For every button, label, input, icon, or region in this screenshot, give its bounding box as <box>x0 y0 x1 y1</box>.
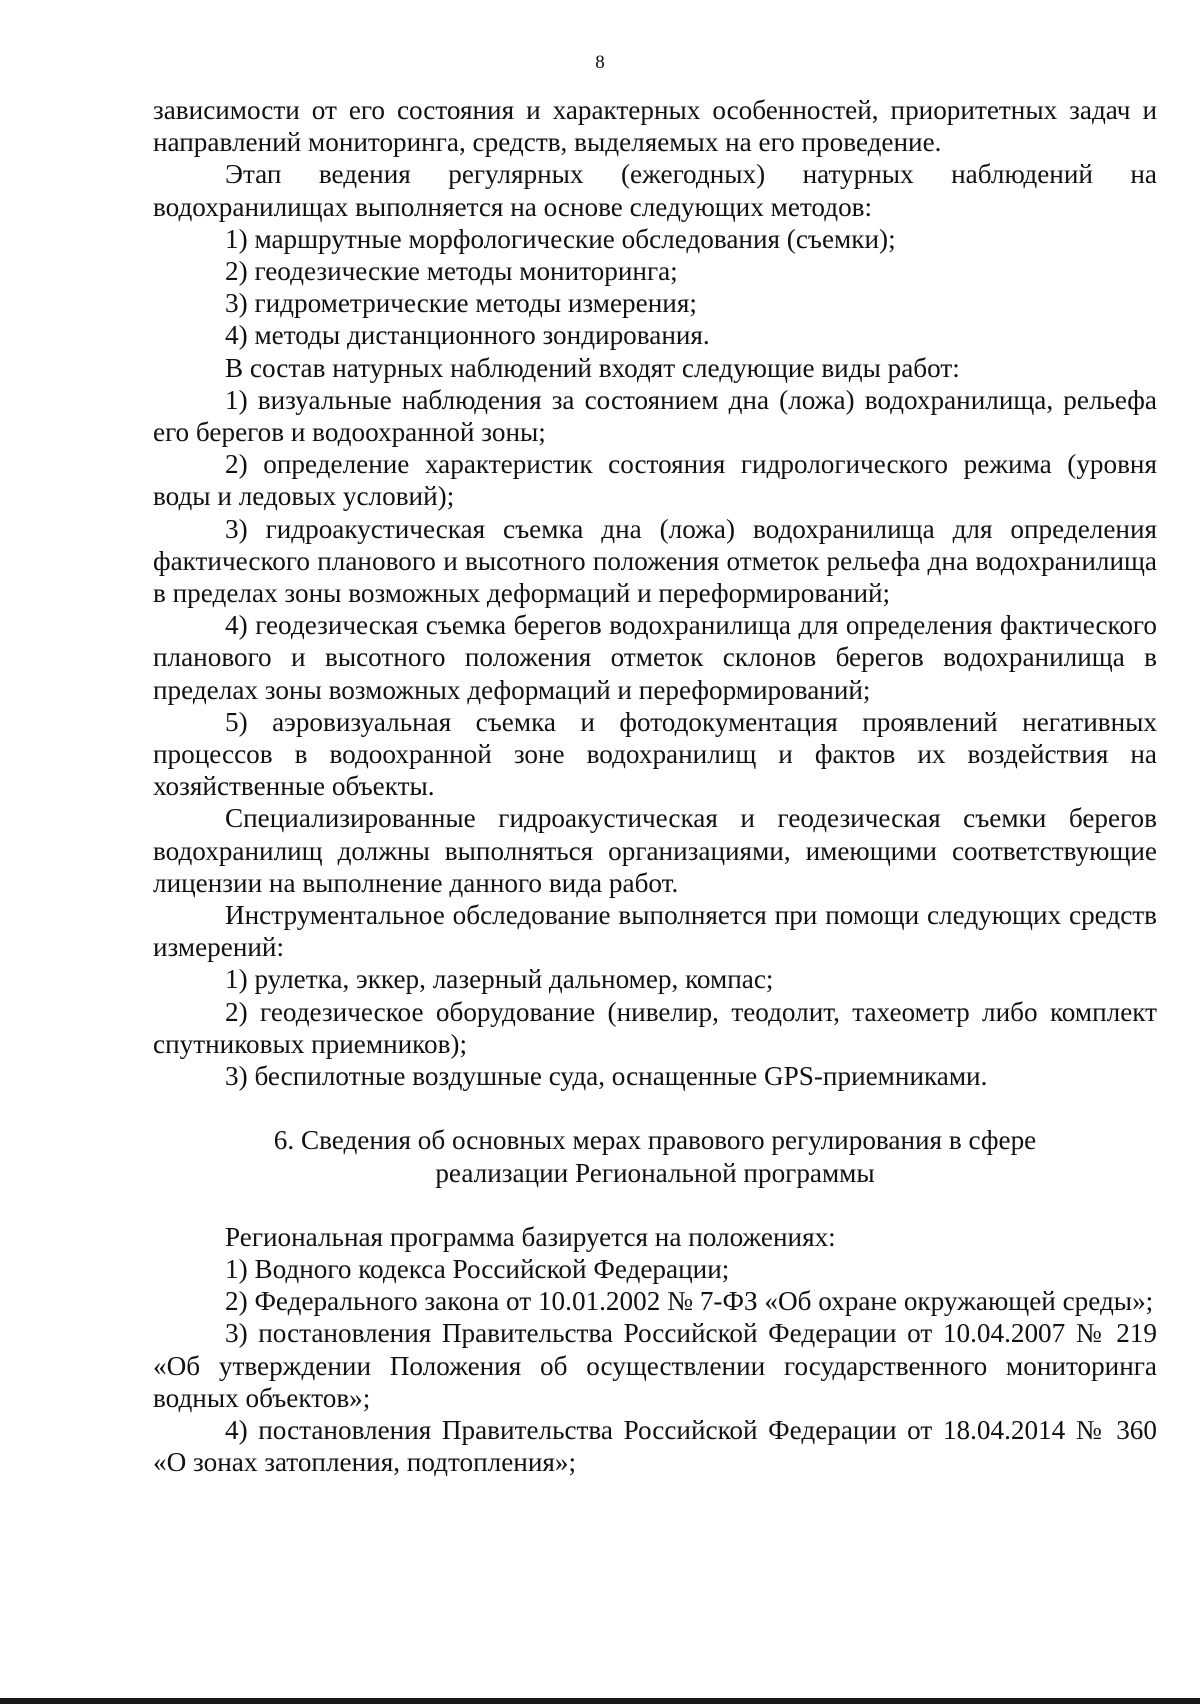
paragraph: Специализированные гидроакустическая и геодезическая съемки берегов водохранилищ должны выполняться организациями, имеющими соответствующие лицензии на выполнение данного вида работ. <box>153 803 1157 898</box>
paragraph: Инструментальное обследование выполняется при помощи следующих средств измерений: <box>153 900 1157 963</box>
paragraph: 4) методы дистанционного зондирования. <box>225 320 710 351</box>
paragraph: 2) Федерального закона от 10.01.2002 № 7-ФЗ «Об охране окружающей среды»; <box>225 1286 1154 1317</box>
paragraph: 2) геодезические методы мониторинга; <box>225 256 678 287</box>
document-body <box>153 94 1157 1478</box>
paragraphs-before-section <box>153 94 1157 1092</box>
paragraph: 2) определение характеристик состояния гидрологического режима (уровня воды и ледовых условий); <box>153 449 1157 512</box>
paragraph: 4) геодезическая съемка берегов водохранилища для определения фактического планового и высотного положения отметок склонов берегов водохранилища в пределах зоны возможных деформаций и переформирований; <box>153 610 1157 705</box>
paragraph: 5) аэровизуальная съемка и фотодокументация проявлений негативных процессов в водоохранной зоне водохранилищ и фактов их воздействия на хозяйственные объекты. <box>153 706 1157 802</box>
paragraph: 3) гидрометрические методы измерения; <box>225 288 697 319</box>
paragraph: 1) рулетка, эккер, лазерный дальномер, компас; <box>225 964 774 995</box>
paragraph: Этап ведения регулярных (ежегодных) натурных наблюдений на водохранилищах выполняется на основе следующих методов: <box>153 159 1157 222</box>
paragraph: 3) постановления Правительства Российской Федерации от 10.04.2007 № 219 «Об утверждении Положения об осуществлении государственного мониторинга водных объектов»; <box>153 1318 1157 1413</box>
section-heading: 6. Сведения об основных мерах правового регулирования в сфере реализации Региональной программы <box>273 1125 1037 1188</box>
paragraph: 3) беспилотные воздушные суда, оснащенные GPS-приемниками. <box>225 1061 988 1092</box>
paragraph: В состав натурных наблюдений входят следующие виды работ: <box>225 352 960 383</box>
paragraphs-after-section <box>153 1221 1157 1479</box>
paragraph: 1) визуальные наблюдения за состоянием дна (ложа) водохранилища, рельефа его берегов и водоохранной зоны; <box>153 384 1157 448</box>
paragraph: Региональная программа базируется на положениях: <box>225 1221 836 1252</box>
page-number: 8 <box>595 52 605 73</box>
paragraph: 3) гидроакустическая съемка дна (ложа) водохранилища для определения фактического планового и высотного положения отметок рельефа дна водохранилища в пределах зоны возможных деформаций и переформирований; <box>153 513 1157 609</box>
paragraph: зависимости от его состояния и характерных особенностей, приоритетных задач и направлений мониторинга, средств, выделяемых на его проведение. <box>153 95 1157 158</box>
scan-edge-line <box>0 1698 1200 1704</box>
paragraph: 4) постановления Правительства Российской Федерации от 18.04.2014 № 360 «О зонах затопления, подтопления»; <box>153 1414 1157 1478</box>
paragraph: 1) Водного кодекса Российской Федерации; <box>225 1253 730 1284</box>
paragraph: 1) маршрутные морфологические обследования (съемки); <box>225 223 896 254</box>
paragraph: 2) геодезическое оборудование (нивелир, теодолит, тахеометр либо комплект спутниковых приемников); <box>153 996 1157 1059</box>
